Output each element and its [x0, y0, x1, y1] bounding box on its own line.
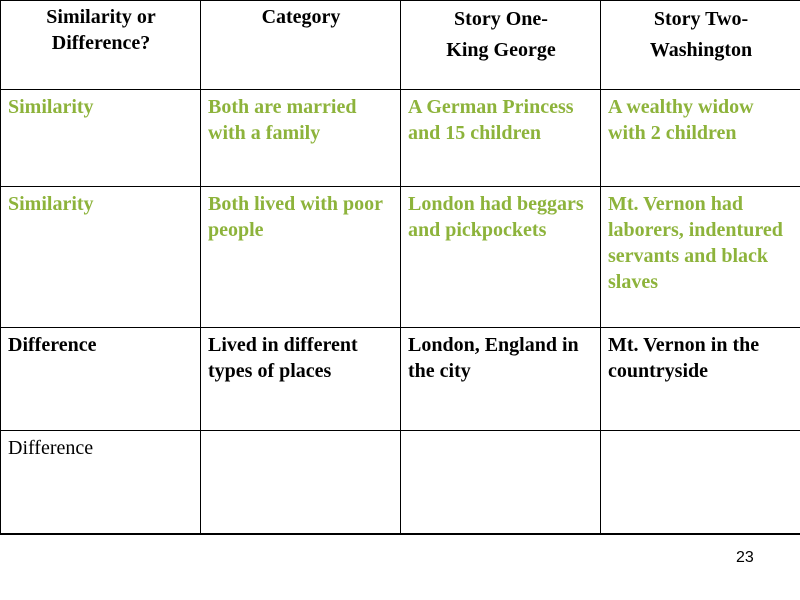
header-story-one: [401, 1, 601, 90]
header-line: Story Two-: [653, 8, 749, 30]
header-line: Story One-: [454, 8, 548, 30]
header-line: King George: [446, 39, 556, 61]
table-row: [1, 187, 800, 328]
header-similarity-or-difference: [1, 1, 201, 90]
header-line: Similarity or: [46, 6, 156, 28]
table-header-row: [1, 1, 800, 90]
cell-story-two: [601, 431, 800, 534]
cell-type: Difference: [1, 328, 201, 431]
header-story-two: [601, 1, 800, 90]
cell-type: Similarity: [1, 90, 201, 187]
cell-category: [201, 431, 401, 534]
cell-type: Similarity: [1, 187, 201, 328]
cell-story-one: [401, 431, 601, 534]
cell-type: Difference: [1, 431, 201, 534]
table-bottom-border: [0, 533, 800, 535]
cell-story-one: A German Princess and 15 children: [401, 90, 601, 187]
table-row: [1, 431, 800, 534]
cell-story-two: A wealthy widow with 2 children: [601, 90, 800, 187]
cell-story-one: London had beggars and pickpockets: [401, 187, 601, 328]
cell-story-two: Mt. Vernon had laborers, indentured servants and black slaves: [601, 187, 800, 328]
table-row: [1, 328, 800, 431]
cell-category: Both lived with poor people: [201, 187, 401, 328]
header-category: [201, 1, 401, 90]
cell-category: Both are married with a family: [201, 90, 401, 187]
header-line: Difference?: [51, 32, 151, 54]
header-line: Category: [261, 6, 341, 28]
cell-category: Lived in different types of places: [201, 328, 401, 431]
table-row: [1, 90, 800, 187]
page-number: 23: [736, 549, 754, 566]
cell-story-one: London, England in the city: [401, 328, 601, 431]
cell-story-two: Mt. Vernon in the countryside: [601, 328, 800, 431]
header-line: Washington: [649, 39, 753, 61]
